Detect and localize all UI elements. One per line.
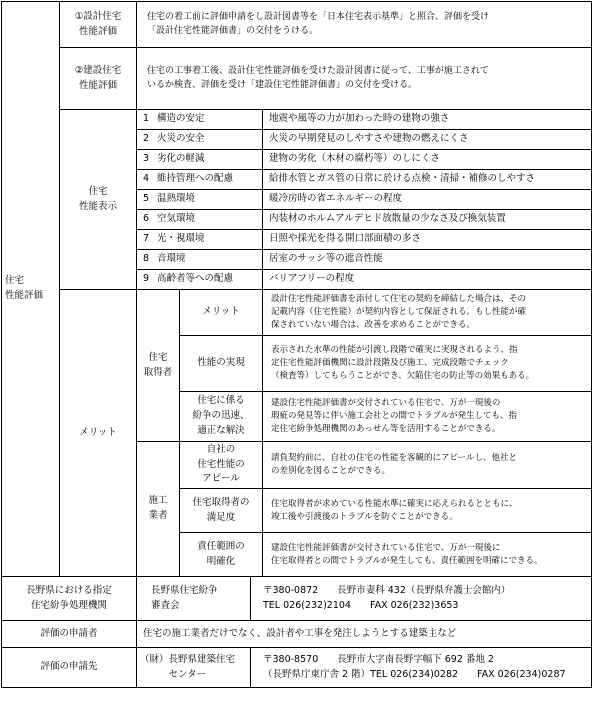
display-item-number: 2 bbox=[143, 133, 150, 145]
display-item-number: 3 bbox=[143, 153, 150, 165]
construction-eval-desc: 住宅の工事着工後、設計住宅性能評価を受けた設計図書に従って、工事が施工されて いるか検査、評価を受け「建設住宅性能評価書」の交付を受ける。 bbox=[137, 48, 592, 110]
display-item-desc: 内装材のホルムアルデヒド放散量の少なさ及び換気装置 bbox=[263, 210, 592, 230]
display-item-number: 7 bbox=[143, 233, 150, 245]
acquirer-item-desc: 建設住宅性能評価書が交付されている住宅で、万が一現後の 瑕疵の発見等に伴い施工会社との間でトラブルが発生しても、指 定住宅紛争処理機関のあっせん等を活用することができる。 bbox=[263, 392, 592, 442]
display-item-name-cell bbox=[137, 230, 263, 250]
display-item-desc: 居室のサッシ等の遮音性能 bbox=[263, 250, 592, 270]
acquirer-item-name: 性能の実現 bbox=[180, 336, 263, 392]
builder-item-name: 自社の 住宅性能の アピール bbox=[180, 442, 263, 489]
evaluation-table bbox=[1, 1, 592, 577]
display-item-name-cell bbox=[137, 270, 263, 290]
applicant-label: 評価の申請者 bbox=[2, 621, 137, 648]
destination-label: 評価の申請先 bbox=[2, 648, 137, 688]
builder-item-desc: 建設住宅性能評価書が交付されている住宅で、万が一現後に 住宅取得者との間でトラブルが発生しても、責任範囲を明確にできる。 bbox=[263, 533, 592, 577]
display-item-number: 8 bbox=[143, 253, 150, 265]
design-eval-desc: 住宅の着工前に評価申請をし設計図書等を「日本住宅表示基準」と照合、評価を受け 「設計住宅性能評価書」の交付をうける。 bbox=[137, 2, 592, 48]
acquirer-item-name: メリット bbox=[180, 290, 263, 336]
display-item-desc: 建物の劣化（木材の腐朽等）のしにくさ bbox=[263, 150, 592, 170]
construction-eval-label: ②建設住宅 性能評価 bbox=[60, 48, 137, 110]
applicant-desc: 住宅の施工業者だけでなく、設計者や工事を発注しようとする建築主など bbox=[137, 621, 592, 648]
display-item-number: 5 bbox=[143, 193, 150, 205]
display-item-desc: バリアフリーの程度 bbox=[263, 270, 592, 290]
display-item-name-cell bbox=[137, 170, 263, 190]
acquirer-item-name: 住宅に係る 紛争の迅速、 適正な解決 bbox=[180, 392, 263, 442]
display-item-number: 1 bbox=[143, 113, 150, 125]
display-label: 住宅 性能表示 bbox=[60, 110, 137, 290]
acquirer-item-desc: 表示された水準の性能が引渡し段階で確実に実現されるよう、指 定住宅性能評価機関に設計段階及び施工、完成段階でチェック （検査等）してもらうことができ、欠陥住宅の防止等の効果もある。 bbox=[263, 336, 592, 392]
display-item-name-cell bbox=[137, 250, 263, 270]
display-item-name: 空気環境 bbox=[157, 213, 196, 225]
builder-item-desc: 住宅取得者が求めている性能水準に確実に応えられるとともに、 竣工後や引渡後のトラブルを防ぐことができる。 bbox=[263, 489, 592, 533]
info-table bbox=[1, 576, 592, 688]
dispute-org-name: 長野県住宅紛争 審査会 bbox=[137, 577, 251, 621]
display-item-name-cell bbox=[137, 110, 263, 130]
display-item-number: 9 bbox=[143, 273, 150, 285]
merit-label: メリット bbox=[60, 290, 137, 577]
dispute-org-label: 長野県における指定 住宅紛争処理機関 bbox=[2, 577, 137, 621]
acquirer-row bbox=[2, 290, 592, 336]
display-item-name-cell bbox=[137, 130, 263, 150]
builder-item-name: 住宅取得者の 満足度 bbox=[180, 489, 263, 533]
display-item-name: 劣化の軽減 bbox=[157, 153, 205, 165]
display-item-row bbox=[2, 110, 592, 130]
dispute-org-info: 〒380-0872 長野市妻科 432（長野県弁護士会館内） TEL 026(232)2104 FAX 026(232)3653 bbox=[251, 577, 592, 621]
housing-performance-document bbox=[1, 1, 591, 710]
builder-label: 施工 業者 bbox=[137, 442, 180, 577]
builder-item-name: 責任範囲の 明確化 bbox=[180, 533, 263, 577]
acquirer-item-desc: 設計住宅性能評価書を添付して住宅の契約を締結した場合は、その 記載内容（住宅性能）が契約内容として保証される。もし性能が確 保されていない場合は、改善を求めることができる。 bbox=[263, 290, 592, 336]
display-item-desc: 火災の早期発見のしやすさや建物の燃えにくさ bbox=[263, 130, 592, 150]
display-item-name: 光・視環境 bbox=[157, 233, 205, 245]
display-item-name: 維持管理への配慮 bbox=[157, 173, 234, 185]
display-item-desc: 日照や採光を得る開口部面積の多さ bbox=[263, 230, 592, 250]
display-item-name-cell bbox=[137, 210, 263, 230]
display-item-desc: 暖冷房時の省エネルギーの程度 bbox=[263, 190, 592, 210]
destination-info: 〒380-8570 長野市大字南長野字幅下 692 番地 2 （長野県庁東庁舎 2 階）TEL 026(234)0282 FAX 026(234)0287 bbox=[251, 648, 592, 688]
display-item-name: 温熱環境 bbox=[157, 193, 196, 205]
display-item-name-cell bbox=[137, 190, 263, 210]
display-item-name: 高齢者等への配慮 bbox=[157, 273, 234, 285]
display-item-name: 音環境 bbox=[157, 253, 186, 265]
display-item-number: 6 bbox=[143, 213, 150, 225]
display-item-name: 構造の安定 bbox=[157, 113, 205, 125]
display-item-desc: 給排水管とガス管の日常に於ける点検・清掃・補修のしやすさ bbox=[263, 170, 592, 190]
design-eval-label: ①設計住宅 性能評価 bbox=[60, 2, 137, 48]
display-item-name: 火災の安全 bbox=[157, 133, 205, 145]
destination-name: （財）長野県建築住宅 センター bbox=[137, 648, 251, 688]
display-item-desc: 地震や風等の力が加わった時の建物の強さ bbox=[263, 110, 592, 130]
display-item-name-cell bbox=[137, 150, 263, 170]
acquirer-label: 住宅 取得者 bbox=[137, 290, 180, 442]
display-item-number: 4 bbox=[143, 173, 150, 185]
housing-eval-label: 住宅 性能評価 bbox=[2, 2, 60, 577]
builder-item-desc: 請負契約前に、自社の住宅の性能を客観的にアピールし、他社と の差別化を図ることができる。 bbox=[263, 442, 592, 489]
